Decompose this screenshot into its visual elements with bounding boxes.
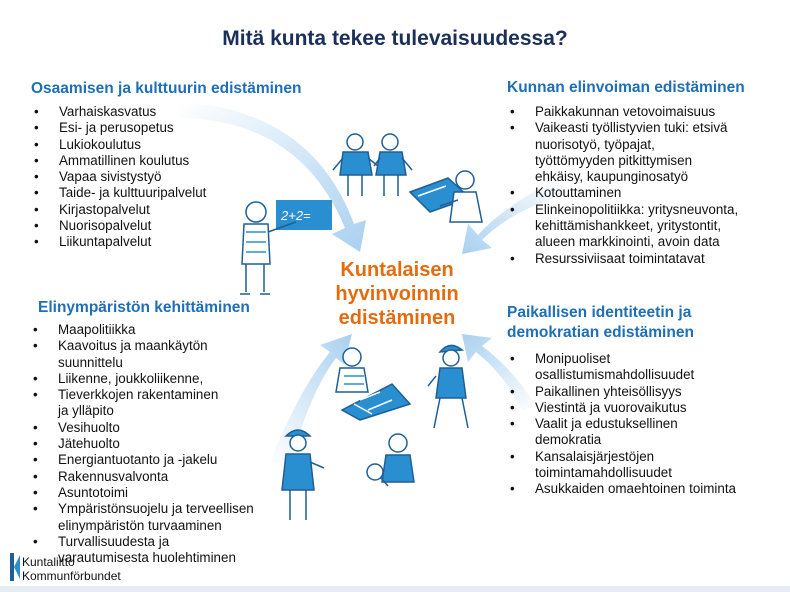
list-item-text: • Kotouttaminen xyxy=(535,185,622,201)
list-item-text: • Vesihuolto xyxy=(58,419,120,435)
list-item-text: nuorisotyö, työpajat, xyxy=(535,136,655,152)
list-item-text: • Vaalit ja edustuksellinen xyxy=(535,416,678,432)
list-item-text: ja ylläpito xyxy=(58,403,114,419)
inspector-icon xyxy=(367,434,414,486)
list-item-text: • Energiantuotanto ja -jakelu xyxy=(58,452,218,468)
list-item-text: • Varhaiskasvatus xyxy=(59,104,157,119)
center-line-2: hyvinvoinnin xyxy=(335,283,459,305)
list-item-text: toimintamahdollisuudet xyxy=(535,465,672,481)
list-item-text: • Paikkakunnan vetovoimaisuus xyxy=(535,104,716,119)
planner-icon xyxy=(336,348,410,420)
heading-elinvoima: Kunnan elinvoiman edistäminen xyxy=(507,79,745,96)
logo-line-2: Kommunförbundet xyxy=(22,569,121,583)
list-item-text: • Liikenne, joukkoliikenne, xyxy=(58,370,204,386)
list-item-text: • Paikallinen yhteisöllisyys xyxy=(535,383,682,399)
list-item-text: • Kaavoitus ja maankäytön xyxy=(58,338,208,354)
page-title: Mitä kunta tekee tulevaisuudessa? xyxy=(222,27,568,50)
board-text: 2+2= xyxy=(281,208,311,223)
children-icon xyxy=(333,134,412,196)
heading-osaamisen: Osaamisen ja kulttuurin edistäminen xyxy=(31,80,302,97)
list-item-text: • Esi- ja perusopetus xyxy=(59,120,174,136)
center-line-3: edistäminen xyxy=(338,307,456,329)
list-item-text: • Lukiokoulutus xyxy=(59,136,141,152)
construction-worker-icon xyxy=(282,430,324,520)
bottom-strip xyxy=(0,586,790,592)
list-item-text: • Vapaa sivistystyö xyxy=(59,169,162,185)
list-item-text: • Ammatillinen koulutus xyxy=(59,152,190,168)
list-item-text: • Nuorisopalvelut xyxy=(59,218,152,234)
list-item-text: • Monipuoliset xyxy=(535,351,611,366)
heading-identiteetti-line2: demokratian edistäminen xyxy=(507,324,694,341)
list-item-text: osallistumismahdollisuudet xyxy=(535,367,695,383)
heading-elinymparisto: Elinympäristön kehittäminen xyxy=(38,299,250,316)
list-item-text: • Kansalaisjärjestöjen xyxy=(535,448,655,464)
list-item-text: • Taide- ja kulttuuripalvelut xyxy=(59,185,207,201)
list-item-text: • Viestintä ja vuorovaikutus xyxy=(535,399,687,415)
list-item-text: suunnittelu xyxy=(58,354,123,370)
list-item-text: • Asuntotoimi xyxy=(58,484,128,500)
list-item-text: • Ympäristönsuojelu ja terveellisen xyxy=(58,501,254,517)
list-item-text: kehittämishankkeet, yritystontit, xyxy=(535,218,722,234)
center-line-1: Kuntalaisen xyxy=(340,259,454,281)
list-item-text: ehkäisy, kaupunginosatyö xyxy=(535,169,689,185)
logo-line-1: Kuntaliitto xyxy=(22,555,75,569)
heading-identiteetti-line1: Paikallisen identiteetin ja xyxy=(507,304,692,321)
list-item-text: • Rakennusvalvonta xyxy=(58,468,169,484)
list-item-text: • Liikuntapalvelut xyxy=(59,234,152,250)
worker-cap-icon xyxy=(428,345,468,428)
office-worker-icon xyxy=(410,171,482,222)
logo-text xyxy=(22,555,121,583)
list-item-text: • Elinkeinopolitiikka: yritysneuvonta, xyxy=(535,201,739,217)
list-item-text: • Jätehuolto xyxy=(58,436,120,452)
kuntaliitto-logo-icon xyxy=(10,551,20,583)
list-item-text: • Tieverkkojen rakentaminen xyxy=(58,387,219,403)
list-item-text: alueen markkinointi, avoin data xyxy=(535,234,720,250)
list-item-text: • Turvallisuudesta ja xyxy=(58,533,170,549)
list-item-text: varautumisesta huolehtiminen xyxy=(58,550,236,566)
list-item-text: • Asukkaiden omaehtoinen toiminta xyxy=(535,481,736,497)
list-item-text: demokratia xyxy=(535,432,602,448)
list-item-text: • Maapolitiikka xyxy=(58,322,136,337)
list-item-text: • Resurssiviisaat toimintatavat xyxy=(535,250,705,266)
list-item-text: • Vaikeasti työllistyvien tuki: etsivä xyxy=(535,120,728,136)
list-item-text: elinympäristön turvaaminen xyxy=(58,517,222,533)
list-item-text: • Kirjastopalvelut xyxy=(59,201,150,217)
list-item-text: työttömyyden pitkittymisen xyxy=(535,152,693,168)
